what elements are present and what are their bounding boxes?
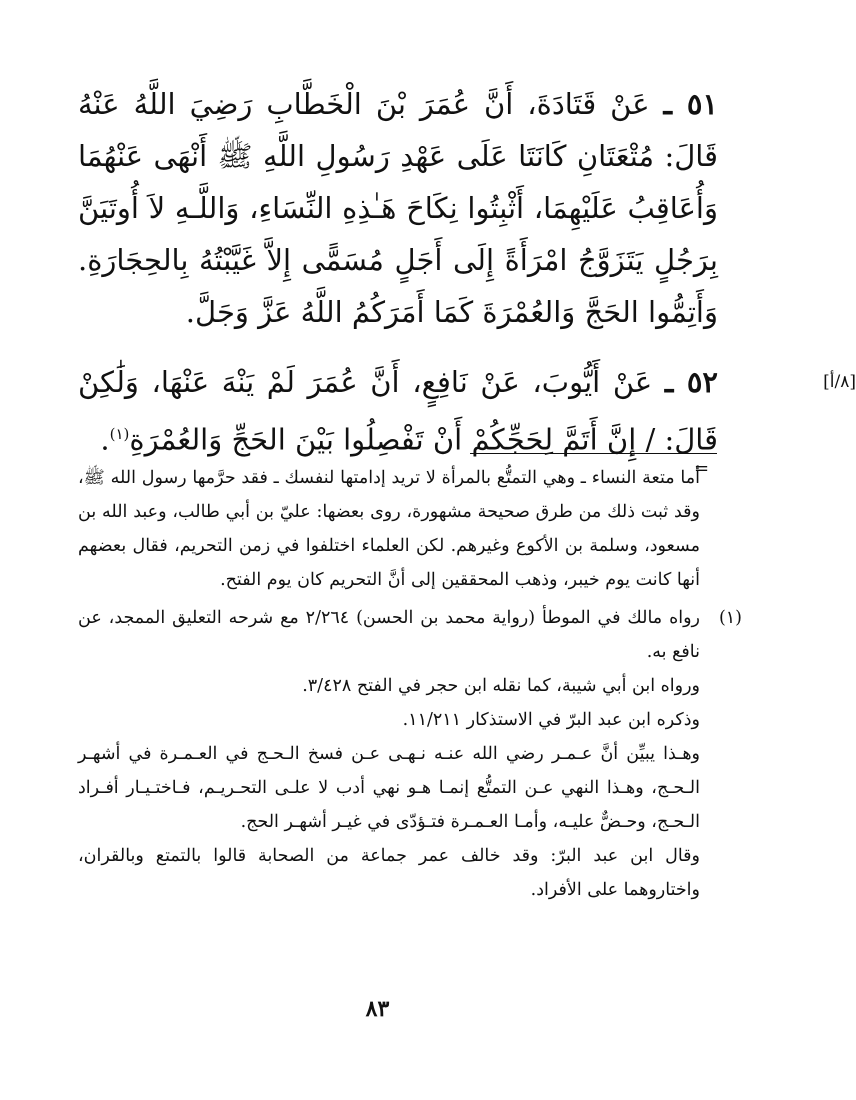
footnote-paragraph: وقال ابن عبد البرّ: وقد خالف عمر جماعة من الصحابة قالوا بالتمتع وبالقران، واختاروهما على الأفراد. bbox=[78, 846, 700, 900]
footnote-paragraph: رواه مالك في الموطأ (رواية محمد بن الحسن) ٢/٢٦٤ مع شرحه التعليق الممجد، عن نافع به. bbox=[78, 608, 700, 662]
hadith-51 bbox=[78, 78, 718, 338]
footnote-number: (١) bbox=[718, 608, 742, 628]
footnote-paragraph: وهـذا يبيِّن أنَّ عـمـر رضي الله عنـه نـهـى عـن فسخ الـحـج في العـمـرة في أشهـر الـحـج، وهـذا النهي عـن التمتُّع إنمـا هـو نهي أدب لا علـى التحـريـم، فـاختـيـار أفـراد الـحـج، وحـضٌّ عليـه، وأمـا العـمـرة فتـؤدّى في غيـر أشهـر الحج. bbox=[78, 744, 700, 832]
manuscript-folio-reference: [٨/أ] bbox=[823, 372, 856, 392]
footnote-continuation: أما متعة النساء ـ وهي التمتُّع بالمرأة لا تريد إدامتها لنفسك ـ فقد حرَّمها رسول الله ﷺ، وقد ثبت ذلك من طرق صحيحة مشهورة، روى بعضها: عليّ بن أبي طالب، وعبد الله بن مسعود، وسلمة بن الأكوع وغيرهم. لكن العلماء اختلفوا في زمن التحريم، فقال بعضهم أنها كانت يوم خيبر، وذهب المحققين إلى أنَّ التحريم كان يوم الفتح. bbox=[78, 468, 700, 590]
footnote-reference: (١) bbox=[109, 425, 130, 443]
hadith-text: عَنْ قَتَادَةَ، أَنَّ عُمَرَ بْنَ الْخَطَّابِ رَضِيَ اللَّهُ عَنْهُ قَالَ: مُتْعَتَانِ كَانَتَا عَلَى عَهْدِ رَسُولِ اللَّهِ ﷺ أَنْهَى عَنْهُمَا وَأُعَاقِبُ عَلَيْهِمَا، أَثْبِتُوا نِكَاحَ هَـٰذِهِ النِّسَاءِ، وَاللَّـهِ لاَ أُوتَيَنَّ بِرَجُلٍ يَتَزَوَّجُ امْرَأَةً إِلَى أَجَلٍ مُسَمًّى إِلاَّ غَيَّبْتُهُ بِالحِجَارَةِ. وَأَتِمُّوا الحَجَّ وَالعُمْرَةَ كَمَا أَمَرَكُمُ اللَّهُ عَزَّ وَجَلَّ. bbox=[78, 87, 718, 329]
page-number: ٨٣ bbox=[365, 996, 390, 1022]
hadith-number: ٥١ ـ bbox=[663, 87, 719, 121]
footnote-paragraph: ورواه ابن أبي شيبة، كما نقله ابن حجر في الفتح ٣/٤٢٨. bbox=[302, 676, 700, 696]
hadith-number: ٥٢ ـ bbox=[664, 365, 719, 399]
footnote-separator bbox=[470, 453, 717, 454]
footnotes bbox=[78, 461, 742, 907]
footnote-1 bbox=[78, 601, 742, 907]
main-text bbox=[78, 78, 856, 466]
hadith-text: عَنْ أَيُّوبَ، عَنْ نَافِعٍ، أَنَّ عُمَرَ لَمْ يَنْهَ عَنْهَا، وَلَٰكِنْ قَالَ: / إِنَّ أَتَمَّ لِحَجِّكُمْ أَنْ تَفْصِلُوا بَيْنَ الحَجِّ وَالعُمْرَةِ bbox=[78, 365, 718, 457]
sentence-end: . bbox=[100, 422, 110, 457]
hadith-52 bbox=[78, 356, 856, 466]
footnote-paragraph: وذكره ابن عبد البرّ في الاستذكار ١١/٢١١. bbox=[402, 710, 700, 730]
continuation-mark: = bbox=[694, 458, 710, 479]
